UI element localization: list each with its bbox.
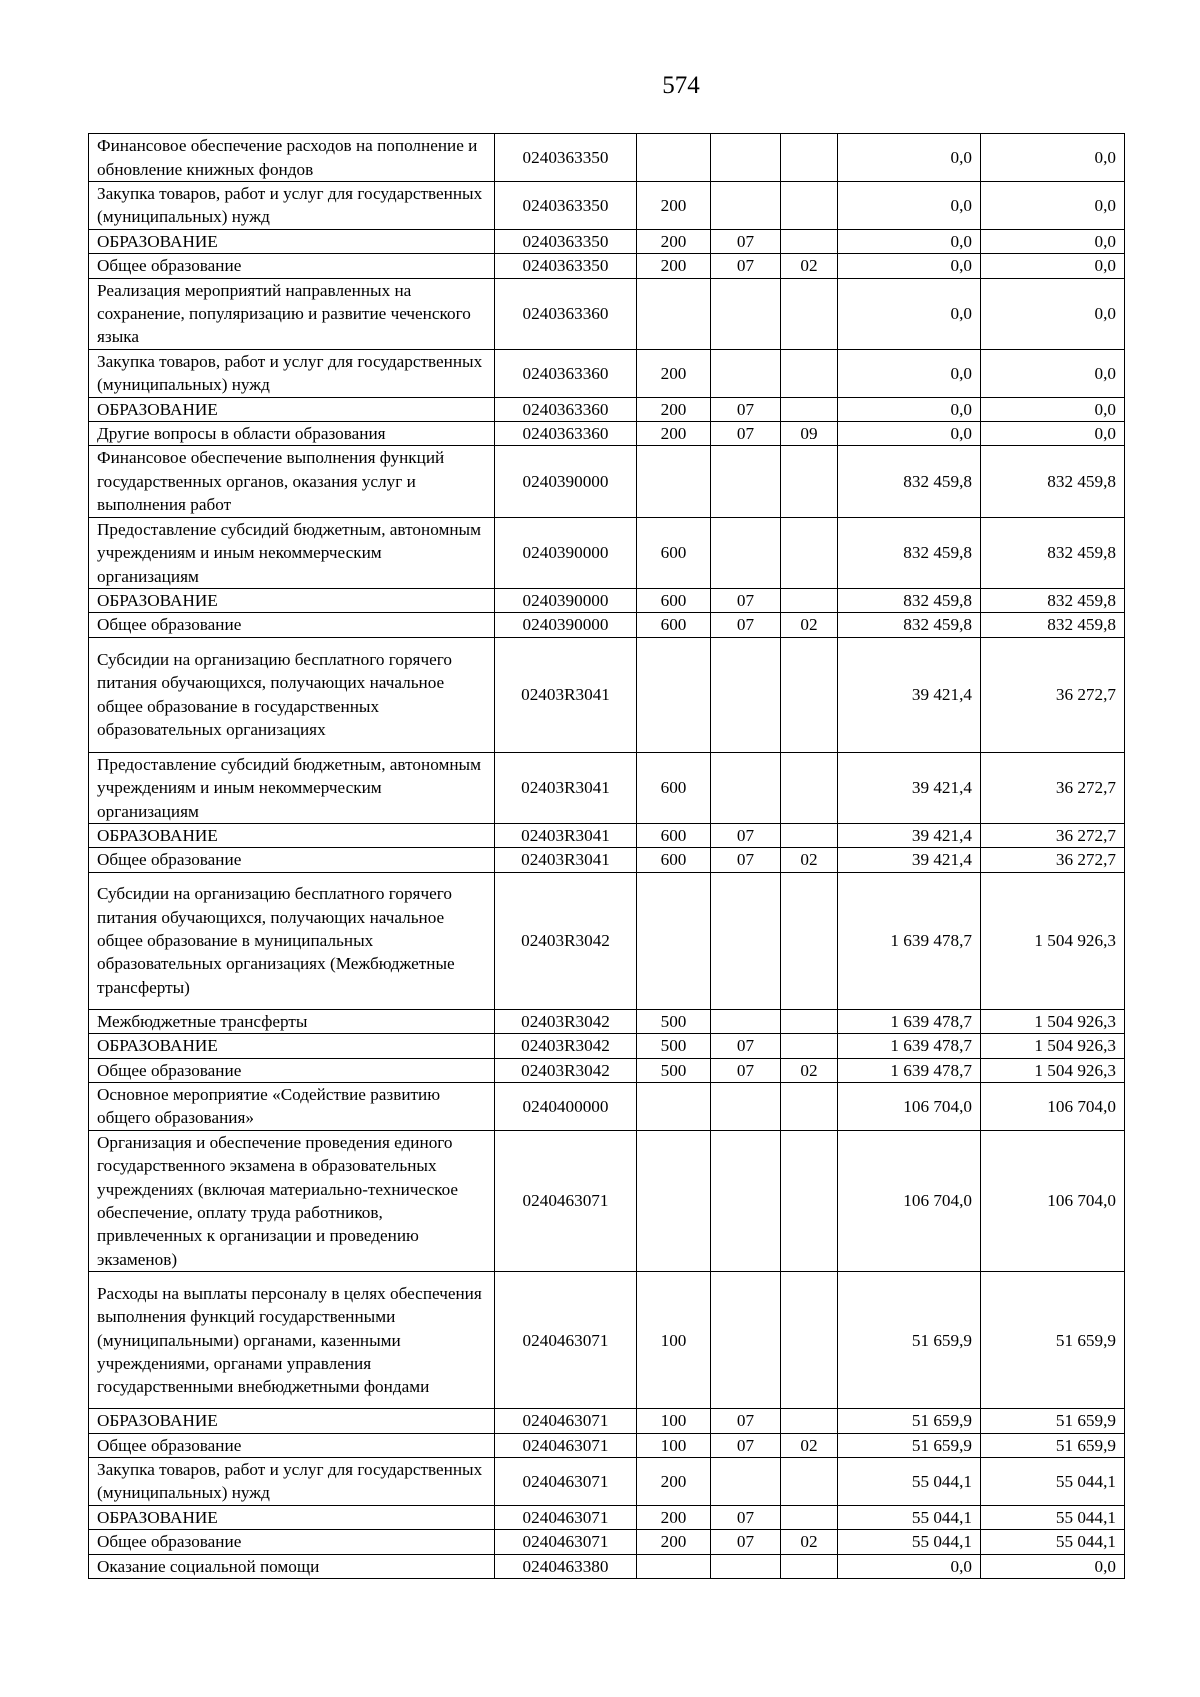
row-amount-2: 36 272,7: [981, 637, 1125, 752]
row-code: 02403R3042: [495, 872, 637, 1009]
row-code: 0240390000: [495, 517, 637, 588]
row-name: Предоставление субсидий бюджетным, автономным учреждениям и иным некоммерческим организациям: [89, 517, 495, 588]
row-code: 0240463071: [495, 1272, 637, 1409]
row-amount-2: 832 459,8: [981, 517, 1125, 588]
row-amount-1: 832 459,8: [838, 517, 981, 588]
row-code: 0240463071: [495, 1433, 637, 1457]
row-amount-1: 51 659,9: [838, 1433, 981, 1457]
row-subsection: [781, 1034, 838, 1058]
row-subsection: 02: [781, 613, 838, 637]
row-code: 0240363350: [495, 182, 637, 230]
table-row: [89, 752, 1125, 823]
row-amount-2: 0,0: [981, 182, 1125, 230]
row-expense-type: 100: [637, 1272, 711, 1409]
table-row: [89, 1554, 1125, 1578]
row-section: 07: [711, 613, 781, 637]
row-expense-type: 600: [637, 517, 711, 588]
row-amount-1: 39 421,4: [838, 823, 981, 847]
row-amount-1: 106 704,0: [838, 1130, 981, 1271]
row-name: ОБРАЗОВАНИЕ: [89, 823, 495, 847]
row-subsection: 02: [781, 1058, 838, 1082]
row-expense-type: 200: [637, 1530, 711, 1554]
row-code: 0240363360: [495, 397, 637, 421]
row-expense-type: 200: [637, 349, 711, 397]
row-name: Субсидии на организацию бесплатного горячего питания обучающихся, получающих начальное общее образование в муниципальных образовательных организациях (Межбюджетные трансферты): [89, 872, 495, 1009]
row-amount-2: 832 459,8: [981, 613, 1125, 637]
row-section: [711, 1554, 781, 1578]
table-row: [89, 1009, 1125, 1033]
table-row: [89, 872, 1125, 1009]
row-name: Финансовое обеспечение выполнения функций государственных органов, оказания услуг и выполнения работ: [89, 446, 495, 517]
row-expense-type: [637, 278, 711, 349]
row-code: 02403R3042: [495, 1009, 637, 1033]
table-row: [89, 517, 1125, 588]
row-subsection: [781, 588, 838, 612]
row-amount-2: 832 459,8: [981, 588, 1125, 612]
row-subsection: [781, 752, 838, 823]
row-expense-type: 100: [637, 1409, 711, 1433]
row-subsection: [781, 349, 838, 397]
row-expense-type: 500: [637, 1009, 711, 1033]
row-code: 0240363350: [495, 229, 637, 253]
table-body: [89, 134, 1125, 1579]
row-expense-type: [637, 872, 711, 1009]
row-name: ОБРАЗОВАНИЕ: [89, 1409, 495, 1433]
row-section: 07: [711, 1433, 781, 1457]
row-subsection: 02: [781, 1433, 838, 1457]
row-subsection: [781, 517, 838, 588]
row-amount-1: 0,0: [838, 278, 981, 349]
row-section: [711, 134, 781, 182]
row-amount-2: 0,0: [981, 422, 1125, 446]
row-expense-type: 600: [637, 613, 711, 637]
row-amount-2: 36 272,7: [981, 752, 1125, 823]
row-expense-type: 200: [637, 422, 711, 446]
row-expense-type: 200: [637, 1505, 711, 1529]
row-amount-2: 1 504 926,3: [981, 1058, 1125, 1082]
row-amount-1: 1 639 478,7: [838, 872, 981, 1009]
row-name: Межбюджетные трансферты: [89, 1009, 495, 1033]
row-expense-type: 500: [637, 1058, 711, 1082]
row-code: 0240363350: [495, 134, 637, 182]
table-row: [89, 134, 1125, 182]
row-name: Общее образование: [89, 1433, 495, 1457]
row-subsection: [781, 446, 838, 517]
row-subsection: [781, 397, 838, 421]
row-section: 07: [711, 588, 781, 612]
row-amount-2: 0,0: [981, 278, 1125, 349]
table-row: [89, 182, 1125, 230]
row-expense-type: 200: [637, 229, 711, 253]
table-row: [89, 1433, 1125, 1457]
row-amount-1: 832 459,8: [838, 588, 981, 612]
row-amount-2: 51 659,9: [981, 1272, 1125, 1409]
row-code: 0240390000: [495, 446, 637, 517]
row-subsection: [781, 872, 838, 1009]
budget-table: [88, 133, 1125, 1579]
row-section: 07: [711, 823, 781, 847]
page-number: 574: [662, 72, 700, 99]
row-name: Общее образование: [89, 848, 495, 872]
row-amount-1: 832 459,8: [838, 446, 981, 517]
row-expense-type: 200: [637, 397, 711, 421]
row-name: Закупка товаров, работ и услуг для государственных (муниципальных) нужд: [89, 1458, 495, 1506]
table-row: [89, 1034, 1125, 1058]
row-code: 0240463071: [495, 1530, 637, 1554]
row-amount-2: 55 044,1: [981, 1458, 1125, 1506]
row-section: [711, 1130, 781, 1271]
row-section: [711, 182, 781, 230]
row-section: 07: [711, 1409, 781, 1433]
row-expense-type: 200: [637, 254, 711, 278]
row-expense-type: 600: [637, 848, 711, 872]
row-section: 07: [711, 254, 781, 278]
row-section: 07: [711, 397, 781, 421]
table-row: [89, 1458, 1125, 1506]
table-row: [89, 588, 1125, 612]
row-amount-2: 0,0: [981, 1554, 1125, 1578]
row-amount-1: 0,0: [838, 422, 981, 446]
row-code: 0240363360: [495, 278, 637, 349]
row-section: 07: [711, 1058, 781, 1082]
row-subsection: [781, 134, 838, 182]
row-subsection: [781, 823, 838, 847]
row-code: 0240463071: [495, 1505, 637, 1529]
row-amount-1: 0,0: [838, 182, 981, 230]
row-amount-2: 0,0: [981, 134, 1125, 182]
row-name: ОБРАЗОВАНИЕ: [89, 588, 495, 612]
row-code: 0240363360: [495, 422, 637, 446]
row-section: [711, 872, 781, 1009]
row-code: 0240463071: [495, 1458, 637, 1506]
row-amount-1: 51 659,9: [838, 1409, 981, 1433]
row-amount-2: 1 504 926,3: [981, 1009, 1125, 1033]
row-code: 02403R3041: [495, 637, 637, 752]
row-section: [711, 278, 781, 349]
row-section: 07: [711, 1505, 781, 1529]
row-expense-type: [637, 637, 711, 752]
table-row: [89, 1130, 1125, 1271]
row-code: 02403R3041: [495, 823, 637, 847]
row-section: [711, 1272, 781, 1409]
row-subsection: [781, 1272, 838, 1409]
row-code: 0240390000: [495, 613, 637, 637]
row-expense-type: 100: [637, 1433, 711, 1457]
row-expense-type: [637, 1082, 711, 1130]
row-subsection: [781, 1082, 838, 1130]
row-amount-1: 55 044,1: [838, 1458, 981, 1506]
row-subsection: [781, 1409, 838, 1433]
row-name: Реализация мероприятий направленных на сохранение, популяризацию и развитие чеченского языка: [89, 278, 495, 349]
row-code: 0240363360: [495, 349, 637, 397]
row-section: 07: [711, 1034, 781, 1058]
row-expense-type: [637, 1554, 711, 1578]
row-name: ОБРАЗОВАНИЕ: [89, 1034, 495, 1058]
row-subsection: [781, 278, 838, 349]
row-name: Общее образование: [89, 613, 495, 637]
table-row: [89, 613, 1125, 637]
row-amount-1: 0,0: [838, 134, 981, 182]
row-amount-1: 39 421,4: [838, 752, 981, 823]
row-name: Общее образование: [89, 1058, 495, 1082]
row-expense-type: [637, 1130, 711, 1271]
row-code: 02403R3041: [495, 848, 637, 872]
row-subsection: [781, 637, 838, 752]
row-section: 07: [711, 1530, 781, 1554]
row-name: Закупка товаров, работ и услуг для государственных (муниципальных) нужд: [89, 182, 495, 230]
table-row: [89, 254, 1125, 278]
row-section: [711, 349, 781, 397]
row-amount-2: 55 044,1: [981, 1505, 1125, 1529]
row-amount-1: 1 639 478,7: [838, 1009, 981, 1033]
table-row: [89, 1058, 1125, 1082]
row-amount-2: 1 504 926,3: [981, 872, 1125, 1009]
row-code: 0240463380: [495, 1554, 637, 1578]
row-code: 0240400000: [495, 1082, 637, 1130]
row-code: 0240390000: [495, 588, 637, 612]
row-amount-1: 0,0: [838, 349, 981, 397]
table-row: [89, 1530, 1125, 1554]
row-amount-1: 832 459,8: [838, 613, 981, 637]
table-row: [89, 1082, 1125, 1130]
row-subsection: 02: [781, 254, 838, 278]
table-row: [89, 1409, 1125, 1433]
row-code: 02403R3042: [495, 1058, 637, 1082]
row-code: 0240463071: [495, 1409, 637, 1433]
row-expense-type: 600: [637, 588, 711, 612]
row-section: [711, 752, 781, 823]
row-name: Расходы на выплаты персоналу в целях обеспечения выполнения функций государственными (муниципальными) органами, казенными учреждениями, органами управления государственными внебюджетными фондами: [89, 1272, 495, 1409]
row-expense-type: 600: [637, 823, 711, 847]
table-row: [89, 446, 1125, 517]
row-amount-2: 0,0: [981, 397, 1125, 421]
row-section: 07: [711, 422, 781, 446]
row-subsection: [781, 1130, 838, 1271]
row-amount-2: 832 459,8: [981, 446, 1125, 517]
row-expense-type: [637, 446, 711, 517]
table-row: [89, 422, 1125, 446]
row-amount-1: 106 704,0: [838, 1082, 981, 1130]
row-amount-1: 0,0: [838, 397, 981, 421]
table-row: [89, 278, 1125, 349]
row-section: [711, 637, 781, 752]
row-amount-2: 36 272,7: [981, 848, 1125, 872]
table-row: [89, 823, 1125, 847]
row-amount-2: 0,0: [981, 229, 1125, 253]
row-expense-type: 500: [637, 1034, 711, 1058]
row-amount-1: 1 639 478,7: [838, 1058, 981, 1082]
row-amount-1: 55 044,1: [838, 1530, 981, 1554]
row-subsection: 02: [781, 1530, 838, 1554]
table-row: [89, 1505, 1125, 1529]
table-row: [89, 349, 1125, 397]
row-amount-2: 0,0: [981, 349, 1125, 397]
row-amount-2: 106 704,0: [981, 1082, 1125, 1130]
row-name: Закупка товаров, работ и услуг для государственных (муниципальных) нужд: [89, 349, 495, 397]
row-name: Общее образование: [89, 254, 495, 278]
row-amount-2: 51 659,9: [981, 1409, 1125, 1433]
row-subsection: [781, 1458, 838, 1506]
row-name: Финансовое обеспечение расходов на пополнение и обновление книжных фондов: [89, 134, 495, 182]
table-row: [89, 637, 1125, 752]
row-section: [711, 446, 781, 517]
row-expense-type: 200: [637, 182, 711, 230]
row-amount-2: 0,0: [981, 254, 1125, 278]
row-amount-1: 55 044,1: [838, 1505, 981, 1529]
row-name: Предоставление субсидий бюджетным, автономным учреждениям и иным некоммерческим организациям: [89, 752, 495, 823]
row-amount-1: 39 421,4: [838, 848, 981, 872]
row-expense-type: [637, 134, 711, 182]
row-section: 07: [711, 848, 781, 872]
row-subsection: [781, 182, 838, 230]
row-code: 02403R3042: [495, 1034, 637, 1058]
row-subsection: [781, 229, 838, 253]
row-amount-1: 39 421,4: [838, 637, 981, 752]
table-row: [89, 848, 1125, 872]
table-row: [89, 229, 1125, 253]
row-code: 0240363350: [495, 254, 637, 278]
row-name: Организация и обеспечение проведения единого государственного экзамена в образовательных учреждениях (включая материально-техническое обеспечение, оплату труда работников, привлеченных к организации и проведению экзаменов): [89, 1130, 495, 1271]
row-amount-2: 36 272,7: [981, 823, 1125, 847]
row-name: Другие вопросы в области образования: [89, 422, 495, 446]
row-name: Субсидии на организацию бесплатного горячего питания обучающихся, получающих начальное общее образование в государственных образовательных организациях: [89, 637, 495, 752]
row-code: 0240463071: [495, 1130, 637, 1271]
row-section: [711, 1009, 781, 1033]
row-amount-1: 51 659,9: [838, 1272, 981, 1409]
row-subsection: [781, 1554, 838, 1578]
row-expense-type: 600: [637, 752, 711, 823]
row-amount-1: 0,0: [838, 1554, 981, 1578]
table-row: [89, 397, 1125, 421]
row-section: [711, 517, 781, 588]
row-section: 07: [711, 229, 781, 253]
row-amount-1: 0,0: [838, 229, 981, 253]
row-amount-2: 51 659,9: [981, 1433, 1125, 1457]
row-subsection: [781, 1009, 838, 1033]
row-name: Оказание социальной помощи: [89, 1554, 495, 1578]
table-row: [89, 1272, 1125, 1409]
row-subsection: 09: [781, 422, 838, 446]
row-subsection: 02: [781, 848, 838, 872]
row-name: ОБРАЗОВАНИЕ: [89, 229, 495, 253]
row-name: Основное мероприятие «Содействие развитию общего образования»: [89, 1082, 495, 1130]
row-amount-1: 1 639 478,7: [838, 1034, 981, 1058]
row-name: ОБРАЗОВАНИЕ: [89, 397, 495, 421]
row-subsection: [781, 1505, 838, 1529]
row-amount-2: 1 504 926,3: [981, 1034, 1125, 1058]
row-amount-2: 55 044,1: [981, 1530, 1125, 1554]
row-amount-1: 0,0: [838, 254, 981, 278]
row-amount-2: 106 704,0: [981, 1130, 1125, 1271]
row-section: [711, 1082, 781, 1130]
row-expense-type: 200: [637, 1458, 711, 1506]
row-section: [711, 1458, 781, 1506]
row-name: Общее образование: [89, 1530, 495, 1554]
row-code: 02403R3041: [495, 752, 637, 823]
row-name: ОБРАЗОВАНИЕ: [89, 1505, 495, 1529]
